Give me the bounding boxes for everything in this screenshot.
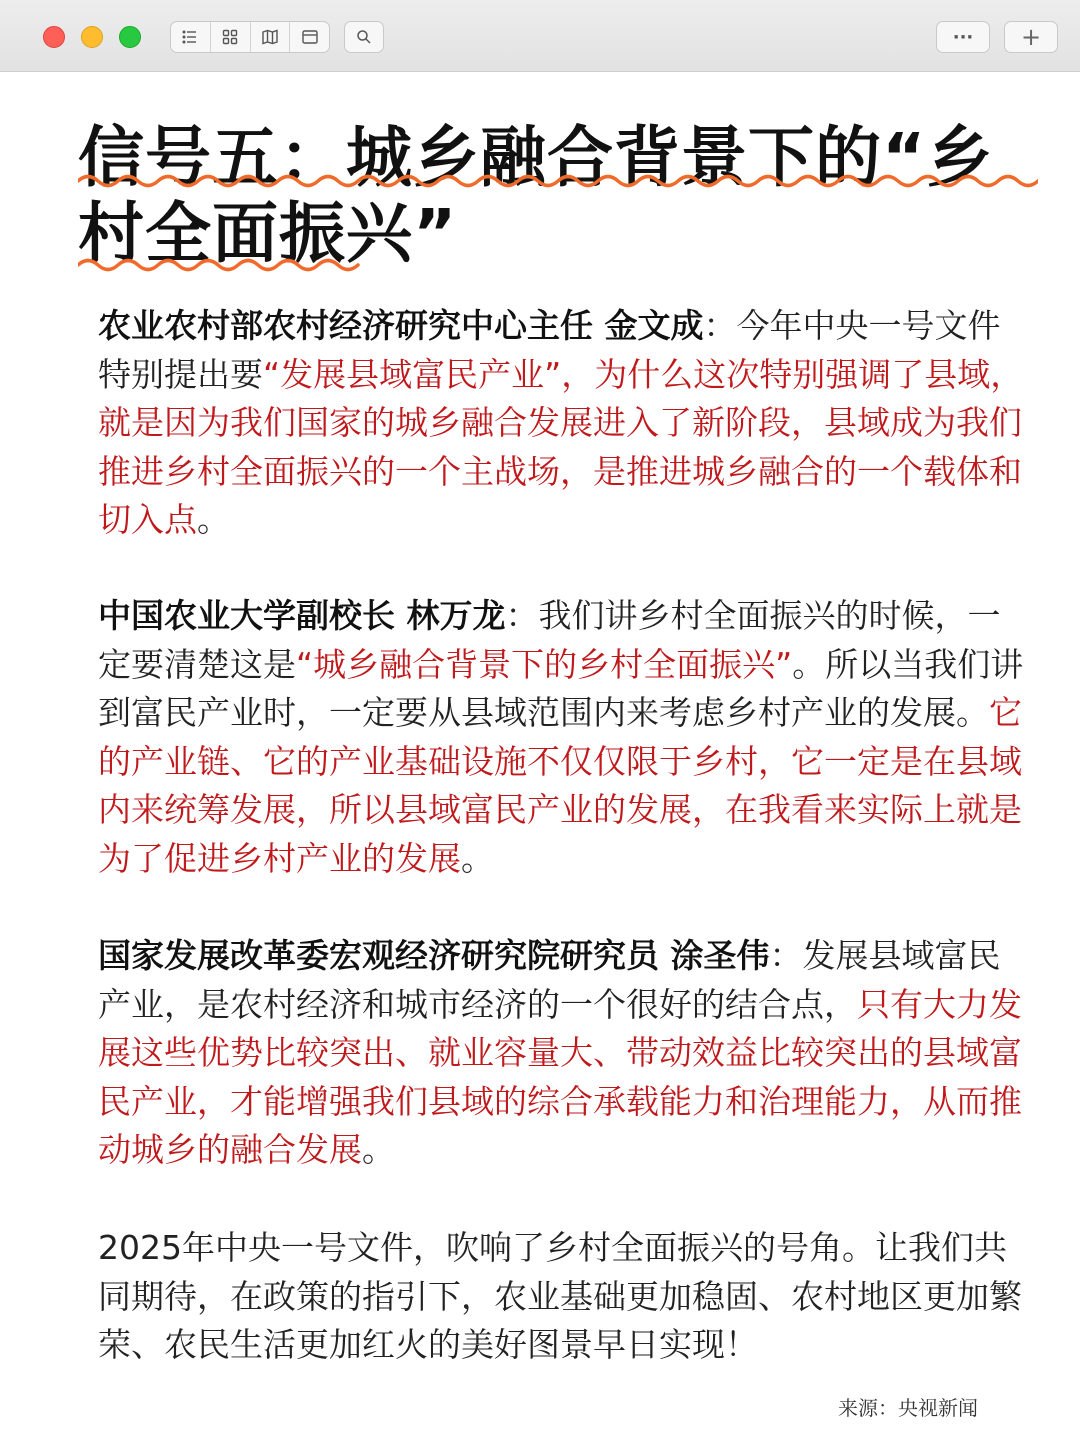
article-content (0, 72, 1080, 1440)
quote-text: ：今年中央一号文件特别提出要 (98, 306, 1001, 394)
title-underline-wave-1 (78, 172, 1038, 190)
grid-icon[interactable] (211, 22, 251, 52)
view-toolbar-group (170, 21, 330, 53)
map-icon[interactable] (251, 22, 291, 52)
quote-text: 。 (461, 838, 494, 878)
article-title: 信号五：城乡融合背景下的“乡村全面振兴” (78, 119, 994, 272)
close-window-button[interactable] (43, 26, 65, 48)
sidebar-list-icon[interactable] (171, 22, 211, 52)
minimize-window-button[interactable] (81, 26, 103, 48)
more-icon: ··· (952, 26, 974, 48)
plus-icon: + (1020, 23, 1042, 51)
quote-text: 。 (197, 500, 230, 539)
speaker-name: 国家发展改革委宏观经济研究院研究员 涂圣伟 (98, 936, 770, 975)
window-toolbar (0, 0, 1080, 72)
quote-paragraph-2 (98, 592, 1033, 883)
highlighted-text: “城乡融合背景下的乡村全面振兴” (296, 644, 793, 684)
maximize-window-button[interactable] (119, 26, 141, 48)
window-icon[interactable] (290, 22, 329, 52)
source-credit: 来源：央视新闻 (838, 1396, 978, 1420)
speaker-name: 农业农村部农村经济研究中心主任 金文成 (98, 306, 704, 345)
quote-text: ：我们讲乡村全面振兴的时候，一定要清楚这是 (98, 596, 1001, 684)
highlighted-text: 它的产业链、它的产业基础设施不仅仅限于乡村，它一定是在县域内来统筹发展，所以县域富民产业的发展，在我看来实际上就是为了促进乡村产业的发展 (98, 693, 1022, 878)
speaker-name: 中国农业大学副校长 林万龙 (98, 596, 506, 635)
quote-text: 。 (362, 1130, 395, 1169)
highlighted-text: “发展县域富民产业”，为什么这次特别强调了县域，就是因为我们国家的城乡融合发展进入了新阶段，县域成为我们推进乡村全面振兴的一个主战场，是推进城乡融合的一个载体和切入点 (98, 354, 1024, 539)
closing-paragraph: 2025年中央一号文件，吹响了乡村全面振兴的号角。让我们共同期待，在政策的指引下，农业基础更加稳固、农村地区更加繁荣、农民生活更加红火的美好图景早日实现！ (98, 1228, 1022, 1364)
highlighted-text: 只有大力发展这些优势比较突出、就业容量大、带动效益比较突出的县域富民产业，才能增强我们县域的综合承载能力和治理能力，从而推动城乡的融合发展 (98, 984, 1022, 1169)
title-underline-wave-2 (78, 256, 360, 274)
quote-paragraph-3 (98, 932, 1033, 1175)
quote-paragraph-1 (98, 302, 1033, 545)
search-button[interactable] (344, 21, 384, 53)
quote-text: ：发展县域富民产业，是农村经济和城市经济的一个很好的结合点， (98, 936, 1001, 1024)
search-icon (355, 28, 373, 46)
add-tab-button[interactable] (1004, 21, 1058, 53)
quote-text: 。所以当我们讲到富民产业时，一定要从县域范围内来考虑乡村产业的发展。 (98, 644, 1024, 732)
more-button[interactable] (936, 21, 990, 53)
